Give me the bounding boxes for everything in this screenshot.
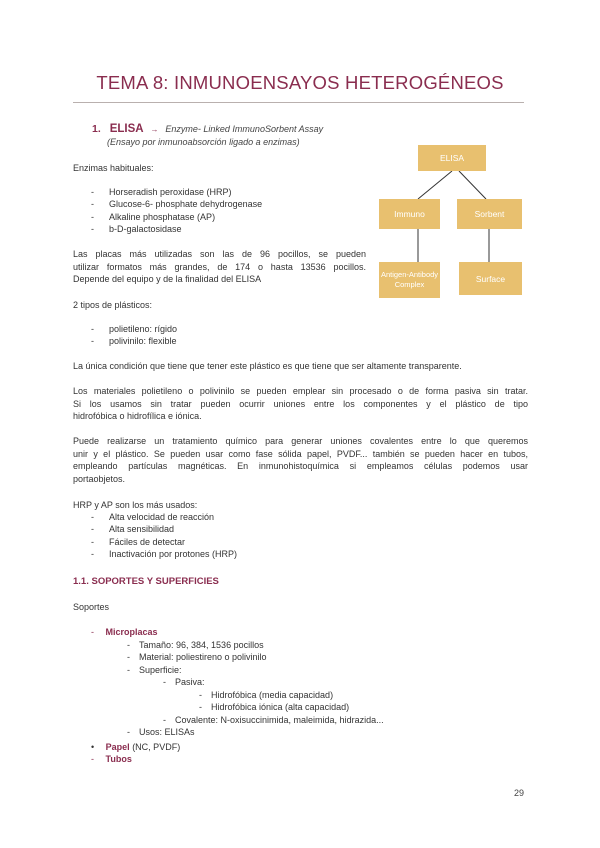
materiales-line-2: Si los usamos sin tratar pueden ocurrir uniones entre los componentes y el plástico de tipo	[73, 399, 528, 409]
list-item: - Pasiva:	[163, 677, 205, 687]
materiales-line-3: hidrofóbica o hidrofílica e iónica.	[73, 411, 202, 421]
list-item: - Hidrofóbica iónica (alta capacidad)	[199, 702, 350, 712]
papel-item: • Papel (NC, PVDF)	[91, 742, 181, 752]
list-item: - Glucose-6- phosphate dehydrogenase	[91, 199, 263, 210]
list-item: - Covalente: N-oxisuccinimida, maleimida, hidrazida...	[163, 715, 384, 725]
placas-line-3: Depende del equipo y de la finalidad del ELISA	[73, 274, 262, 284]
tubos-item: - Tubos	[91, 754, 132, 764]
section-keyword: ELISA	[109, 123, 144, 135]
hrp-ap-heading: HRP y AP son los más usados:	[73, 500, 198, 510]
list-item: - Inactivación por protones (HRP)	[91, 549, 238, 560]
list-item: - b-D-galactosidase	[91, 224, 182, 235]
section-definition: Enzyme- Linked ImmunoSorbent Assay	[165, 124, 324, 134]
list-item: - Superficie:	[127, 665, 182, 675]
diagram-node-complex: Antigen-Antibody Complex	[379, 262, 440, 298]
microplacas-item: - Microplacas	[91, 627, 158, 637]
tratamiento-line-3: empleando partículas magnéticas. En inmunohistoquímica si empleamos células podemos usar	[73, 461, 528, 471]
tratamiento-line-4: portaobjetos.	[73, 474, 126, 484]
enzimas-heading: Enzimas habituales:	[73, 163, 154, 173]
materiales-line-1: Los materiales polietileno o polivinilo se pueden emplear sin procesado o de forma pasiva sin tratar.	[73, 386, 528, 396]
list-item: - Alta velocidad de reacción	[91, 512, 215, 522]
plasticos-heading: 2 tipos de plásticos:	[73, 300, 153, 310]
condicion-text: La única condición que tiene que tener este plástico es que tiene que ser altamente transparente.	[73, 361, 462, 371]
diagram-node-immuno: Immuno	[379, 199, 440, 229]
list-item: - Fáciles de detectar	[91, 536, 186, 547]
page-number: 29	[514, 788, 525, 798]
diagram-node-sorbent: Sorbent	[457, 199, 522, 229]
placas-line-2: utilizar formatos más grandes, de 174 o hasta 13536 pocillos.	[73, 262, 366, 272]
list-item: - polietileno: rígido	[91, 324, 178, 334]
list-item: - polivinilo: flexible	[91, 336, 177, 347]
page-title: TEMA 8: INMUNOENSAYOS HETEROGÉNEOS	[96, 72, 504, 93]
arrow-icon: →	[150, 125, 159, 134]
placas-line-1: Las placas más utilizadas son las de 96 pocillos, se pueden	[73, 249, 366, 259]
list-item: - Tamaño: 96, 384, 1536 pocillos	[127, 640, 264, 650]
connector-line	[459, 171, 486, 199]
tratamiento-line-2: unir y el plástico. Se pueden usar como fase sólida papel, PVDF... también se pueden hacer en tubos,	[73, 449, 528, 459]
diagram-node-surface: Surface	[459, 262, 522, 295]
list-item: - Hidrofóbica (media capacidad)	[199, 690, 334, 700]
diagram-node-elisa: ELISA	[418, 145, 486, 171]
list-item: - Material: poliestireno o polivinilo	[127, 652, 267, 662]
list-item: - Alkaline phosphatase (AP)	[91, 211, 216, 222]
tratamiento-line-1: Puede realizarse un tratamiento químico para generar uniones covalentes entre lo que queremos	[73, 436, 528, 446]
subsection-heading: 1.1. SOPORTES Y SUPERFICIES	[73, 576, 219, 587]
soportes-label: Soportes	[73, 602, 110, 612]
section-number: 1.	[92, 123, 101, 135]
section-translation: (Ensayo por inmunoabsorción ligado a enzimas)	[107, 137, 300, 147]
list-item: - Alta sensibilidad	[91, 524, 175, 535]
list-item: - Usos: ELISAs	[127, 727, 195, 737]
list-item: - Horseradish peroxidase (HRP)	[91, 187, 232, 197]
connector-line	[418, 171, 452, 199]
